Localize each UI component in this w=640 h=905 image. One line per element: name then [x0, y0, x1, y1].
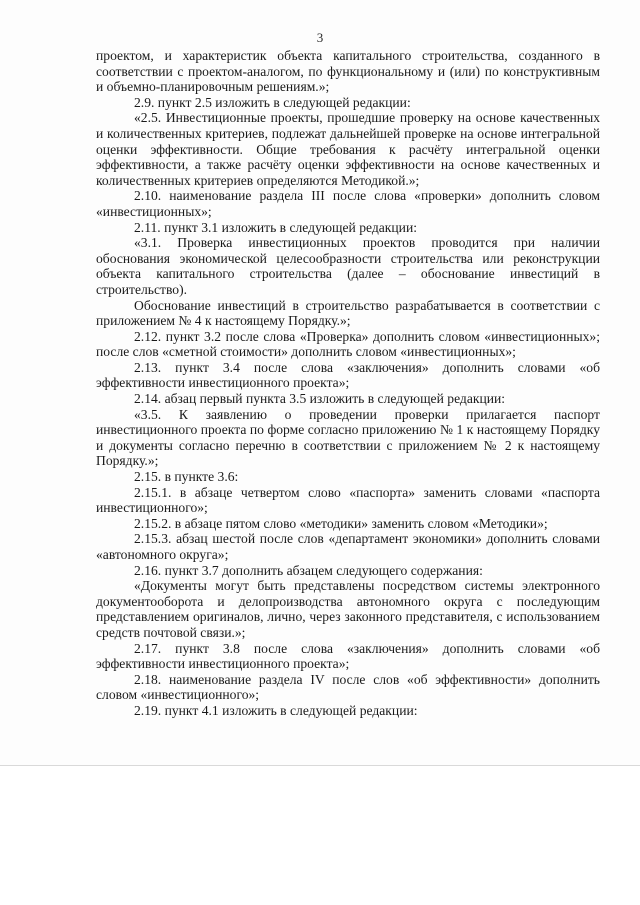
paragraph: 2.9. пункт 2.5 изложить в следующей редакции:: [134, 94, 411, 110]
paragraph: «3.5. К заявлению о проведении проверки прилагается паспорт инвестиционного проекта по форме согласно приложению № 1 к настоящему Порядку и документы согласно перечню в соответствии с приложением № 2 к настоящему Порядку.»;: [96, 406, 600, 469]
paragraph: «Документы могут быть представлены посредством системы электронного документооборота и делопроизводства автономного округа с последующим представлением оригиналов, лично, через законного представителя, с использованием средств почтовой связи.»;: [96, 578, 600, 640]
paragraph: 2.18. наименование раздела IV после слов «об эффективности» дополнить словом «инвестиционного»;: [96, 671, 600, 703]
paragraph: 2.11. пункт 3.1 изложить в следующей редакции:: [134, 219, 418, 235]
paragraph: Обоснование инвестиций в строительство разрабатывается в соответствии с приложением № 4 к настоящему Порядку.»;: [96, 297, 600, 329]
paragraph: «3.1. Проверка инвестиционных проектов проводится при наличии обоснования экономической целесообразности строительства или реконструкции объекта капитального строительства (далее – обоснование инвестиций в строительство).: [96, 235, 600, 297]
paragraph: 2.14. абзац первый пункта 3.5 изложить в следующей редакции:: [134, 391, 506, 407]
paragraph: 2.17. пункт 3.8 после слова «заключения» дополнить словами «об эффективности инвестиционного проекта»;: [96, 640, 600, 672]
paragraph: «2.5. Инвестиционные проекты, прошедшие проверку на основе качественных и количественных критериев, подлежат дальнейшей проверке на основе интегральной оценки эффективности. Общие требования к расчёту интегральной оценки эффективности, а также расчёту оценки эффективности на основе качественных и количественных критериев определяются Методикой.»;: [96, 110, 600, 188]
document-body: [96, 48, 600, 719]
blank-margin: [0, 766, 640, 905]
paragraph: 2.10. наименование раздела III после слова «проверки» дополнить словом «инвестиционных»;: [96, 188, 600, 219]
paragraph: 2.16. пункт 3.7 дополнить абзацем следующего содержания:: [134, 562, 483, 578]
paragraph: 2.15.1. в абзаце четвертом слово «паспорта» заменить словами «паспорта инвестиционного»;: [96, 484, 600, 516]
paragraph: 2.15. в пункте 3.6:: [134, 469, 239, 485]
paragraph: проектом, и характеристик объекта капитального строительства, созданного в соответствии с проектом-аналогом, по функциональному и (или) по конструктивным и объемно-планировочным решениям.»;: [96, 48, 600, 95]
paragraph: 2.19. пункт 4.1 изложить в следующей редакции:: [134, 702, 418, 718]
page-number: 3: [316, 30, 324, 45]
paragraph: 2.13. пункт 3.4 после слова «заключения» дополнить словами «об эффективности инвестиционного проекта»;: [96, 359, 600, 391]
paragraph: 2.15.2. в абзаце пятом слово «методики» заменить словом «Методики»;: [134, 515, 548, 531]
paragraph: 2.12. пункт 3.2 после слова «Проверка» дополнить словом «инвестиционных»; после слов «сметной стоимости» дополнить словом «инвестиционных»;: [96, 328, 600, 360]
paragraph: 2.15.3. абзац шестой после слов «департамент экономики» дополнить словами «автономного округа»;: [96, 531, 600, 562]
